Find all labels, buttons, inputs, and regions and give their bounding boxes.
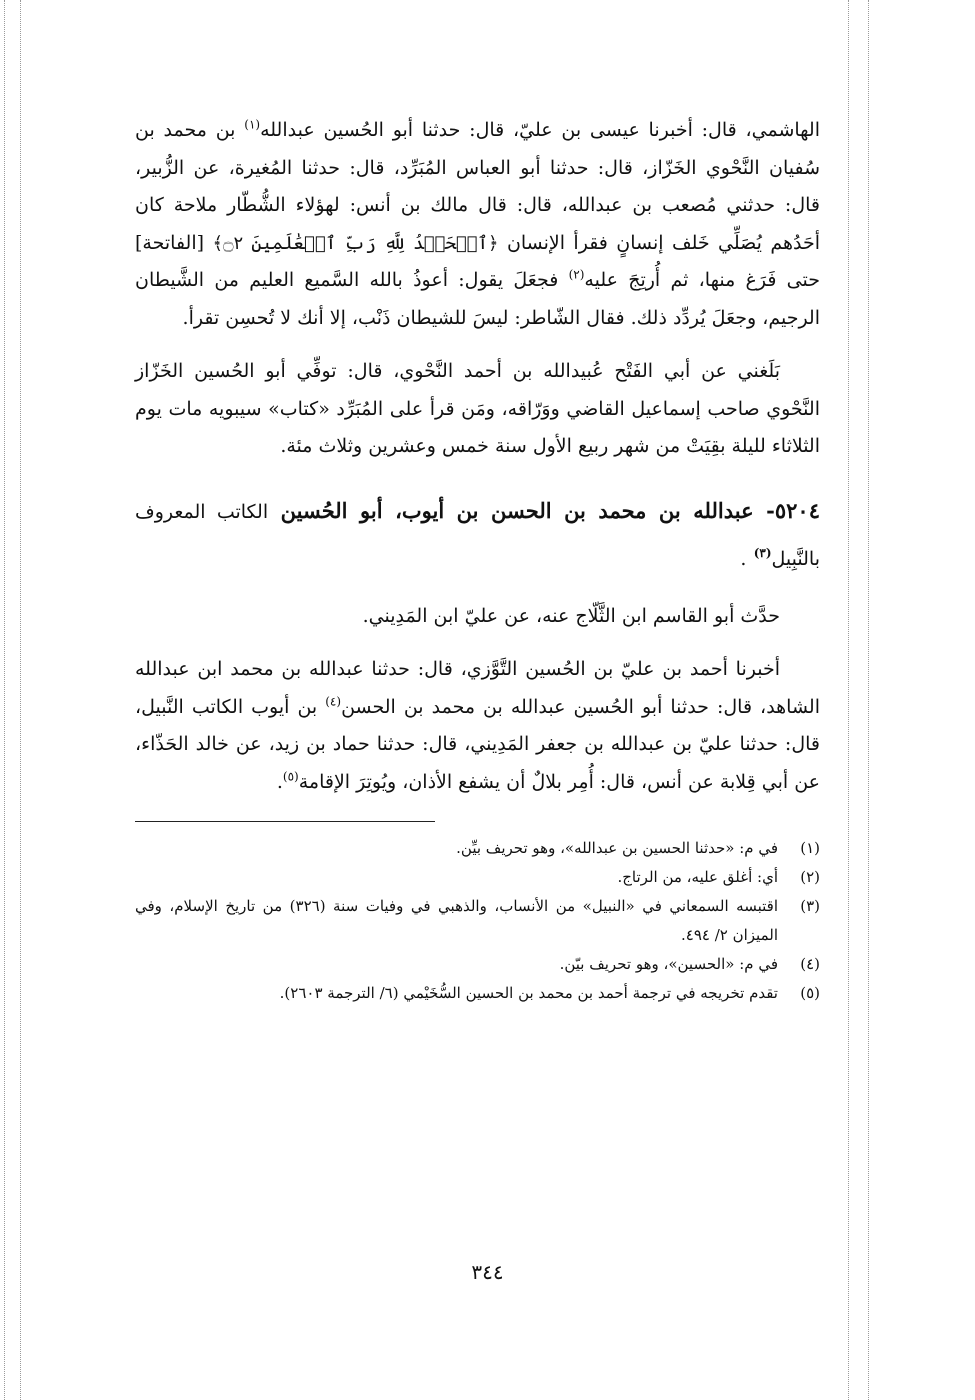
footnote-text: أي: أغلق عليه، من الرتاج. — [617, 868, 778, 886]
footnote-divider — [135, 821, 435, 822]
page-body — [135, 112, 820, 1008]
footnote — [135, 892, 820, 950]
footnote — [135, 834, 820, 863]
paragraph-text: فجعَلَ يقول: أعوذُ بالله السَّميع العليم من الشَّيطان الرجيم، وجعَلَ يُردِّد ذلك. فقال الشّاطر: ليسَ للشيطان ذَنْب، إلا أنك لا تُحسِن تقرأ. — [135, 269, 820, 329]
page-number: ٣٤٤ — [471, 1260, 504, 1284]
paragraph-text: [الفاتحة] حتى فَرَغ منها، ثم أُرتِجَ عليه — [135, 231, 820, 291]
paragraph-text: بن محمد بن سُفيان النَّحْوي الخَزّاز، قال: حدثنا أبو العباس المُبَرِّد، قال: حدثنا المُغيرة، عن الزُّبير، قال: حدثني مُصعب بن عبدالله، قال: قال مالك بن أنس: لهؤلاء الشُّطّار ملاحة كان أحَدُهم يُصَلِّي خَلف إنسانٍ فقرأ الإنسان — [135, 119, 820, 254]
paragraph-text: حدَّث أبو القاسم ابن الثَّلّاج عنه، عن عليّ ابن المَدِيني. — [362, 604, 780, 627]
footnote — [135, 863, 820, 892]
paragraph-text: أخبرنا أحمد بن عليّ بن الحُسين التَّوَّزي، قال: حدثنا عبدالله بن محمد ابن عبدالله الشاهد، قال: حدثنا أبو الحُسين عبدالله بن محمد بن الحسن — [135, 658, 820, 718]
quran-verse: ﴿ٱلۡحَمۡدُ لِلَّهِ رَبِّ ٱلۡعَٰلَمِينَ ۝٢﴾ — [212, 232, 499, 254]
footnote-ref: (٥) — [282, 769, 299, 784]
entry-end: . — [740, 547, 747, 570]
footnote — [135, 950, 820, 979]
entry-title-rest: الكاتب المعروف بالنَّبِيل — [135, 500, 820, 570]
paragraph-text: . — [276, 770, 283, 793]
narrative-section — [135, 112, 820, 466]
footnote-ref: (٣) — [753, 545, 772, 560]
footnote-text: اقتبسه السمعاني في «النبيل» من الأنساب، والذهبي في وفيات سنة (٣٢٦) من تاريخ الإسلام، وفي الميزان ٢/ ٤٩٤. — [135, 897, 779, 944]
footnotes — [135, 834, 820, 1008]
paragraph-text: بن أيوب الكاتب النَّبيل، قال: حدثنا عليّ بن عبدالله بن جعفر المَدِيني، قال: حدثنا حماد بن زيد، عن خالد الحَذّاء، عن أبي قِلابة عن أنس، قال: أُمِر بلالٌ أن يشفع الأذان، ويُوتِرَ الإقامة — [135, 695, 820, 793]
footnote-ref: (٢) — [568, 267, 585, 282]
footnote-ref: (٤) — [325, 694, 342, 709]
paragraph-text: الهاشمي، قال: أخبرنا عيسى بن عليّ، قال: حدثنا أبو الحُسين عبدالله — [260, 119, 820, 141]
footnote — [135, 979, 820, 1008]
paragraph — [135, 651, 820, 801]
footnote-number: (٣) — [800, 897, 820, 915]
footnote-ref: (١) — [244, 117, 261, 132]
entry-heading — [135, 488, 820, 582]
footnote-number: (٤) — [800, 955, 820, 973]
entry-body — [135, 598, 820, 802]
footnote-number: (١) — [800, 839, 820, 857]
scan-border-left — [4, 0, 5, 1400]
scan-border-right — [868, 0, 869, 1400]
footnote-text: في م: «الحسين»، وهو تحريف بيّن. — [559, 955, 778, 973]
paragraph — [135, 598, 820, 636]
footnote-number: (٢) — [800, 868, 820, 886]
scan-border-right-inner — [848, 0, 849, 1400]
entry-name: عبدالله بن محمد بن الحسن بن أيوب، أبو الحُسين — [280, 497, 754, 523]
paragraph-text: بَلَغني عن أبي الفَتْح عُبيدالله بن أحمد النَّحْوي، قال: توفِّي أبو الحُسين الخَزّاز النَّحْوي صاحب إسماعيل القاضي ووَرّاقه، ومَن قرأ على المُبَرِّد «كتاب» سيبويه مات يوم الثلاثاء لليلة بقِيَتْ من شهر ربيع الأول سنة خمس وعشرين وثلاث مئة. — [135, 360, 820, 457]
footnote-number: (٥) — [800, 984, 820, 1002]
paragraph — [135, 112, 820, 337]
footnote-text: تقدم تخريجه في ترجمة أحمد بن محمد بن الحسين السُّخَيْمي (٦/ الترجمة ٢٦٠٣). — [279, 984, 778, 1002]
entry-number: ٥٢٠٤- — [766, 497, 820, 523]
scan-border-left-inner — [20, 0, 21, 1400]
paragraph — [135, 353, 820, 466]
footnote-text: في م: «حدثنا الحسين بن عبدالله»، وهو تحريف بيِّن. — [456, 839, 778, 857]
